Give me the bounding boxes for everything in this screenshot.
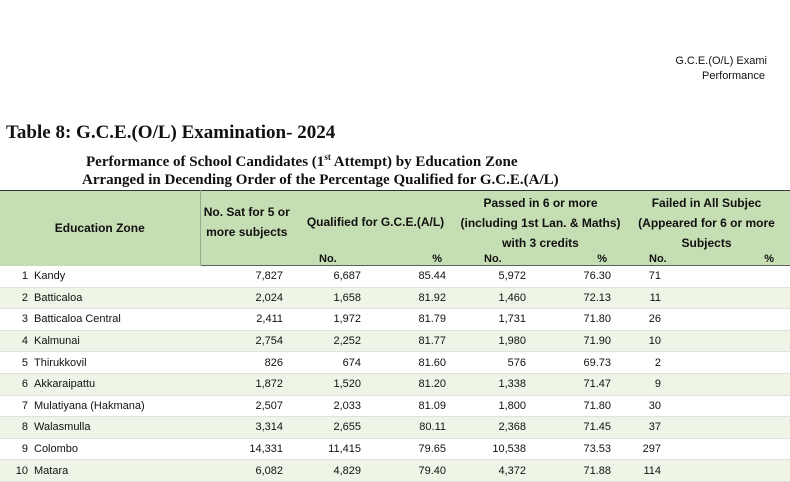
zone-name: Kalmunai bbox=[34, 335, 80, 348]
qualified-pct-cell: 81.77 bbox=[373, 330, 458, 352]
passed-no-cell: 1,460 bbox=[458, 287, 538, 309]
passed-no-cell: 2,368 bbox=[458, 417, 538, 439]
table-row bbox=[0, 266, 790, 288]
sat-cell: 14,331 bbox=[200, 438, 293, 460]
sat-cell: 6,082 bbox=[200, 460, 293, 482]
failed-no-cell: 297 bbox=[623, 438, 703, 460]
zone-name: Akkaraipattu bbox=[34, 378, 96, 391]
rank: 8 bbox=[21, 421, 28, 434]
passed-pct-cell: 71.45 bbox=[538, 417, 623, 439]
header-failed-no: No. bbox=[623, 254, 703, 266]
rank: 2 bbox=[21, 291, 28, 304]
failed-no-cell: 71 bbox=[623, 266, 703, 288]
failed-pct-cell bbox=[703, 373, 790, 395]
rank: 4 bbox=[21, 335, 28, 348]
passed-no-cell: 1,800 bbox=[458, 395, 538, 417]
failed-no-cell: 30 bbox=[623, 395, 703, 417]
passed-pct-cell: 71.80 bbox=[538, 309, 623, 331]
table-title: Table 8: G.C.E.(O/L) Examination- 2024 bbox=[6, 122, 336, 143]
table-row bbox=[0, 352, 790, 374]
failed-pct-cell bbox=[703, 266, 790, 288]
qualified-no-cell: 1,972 bbox=[293, 309, 373, 331]
rank: 6 bbox=[21, 378, 28, 391]
zone-name: Batticaloa bbox=[34, 291, 83, 304]
qualified-pct-cell: 81.92 bbox=[373, 287, 458, 309]
rank: 3 bbox=[21, 313, 28, 326]
header-passed: Passed in 6 or more (including 1st Lan. & Maths) with 3 credits bbox=[458, 191, 623, 254]
zone-name: Kandy bbox=[34, 270, 66, 283]
qualified-pct-cell: 81.20 bbox=[373, 373, 458, 395]
table-header bbox=[0, 191, 790, 266]
passed-no-cell: 1,338 bbox=[458, 373, 538, 395]
sat-cell: 7,827 bbox=[200, 266, 293, 288]
table-subtitle-line-1 bbox=[86, 152, 726, 171]
sat-cell: 2,507 bbox=[200, 395, 293, 417]
failed-pct-cell bbox=[703, 438, 790, 460]
passed-pct-cell: 71.90 bbox=[538, 330, 623, 352]
zone-name: Walasmulla bbox=[34, 421, 91, 434]
qualified-pct-cell: 81.60 bbox=[373, 352, 458, 374]
running-header-line-1: G.C.E.(O/L) Exami bbox=[675, 55, 767, 67]
table-row bbox=[0, 330, 790, 352]
header-no-sat: No. Sat for 5 or more subjects bbox=[200, 191, 293, 254]
rank: 9 bbox=[21, 443, 28, 456]
header-passed-no: No. bbox=[458, 254, 538, 266]
passed-pct-cell: 71.88 bbox=[538, 460, 623, 482]
zone-cell bbox=[0, 438, 200, 460]
passed-no-cell: 5,972 bbox=[458, 266, 538, 288]
zone-name: Thirukkovil bbox=[34, 356, 87, 369]
table-row bbox=[0, 417, 790, 439]
passed-no-cell: 1,731 bbox=[458, 309, 538, 331]
header-failed-pct: % bbox=[703, 254, 790, 266]
failed-no-cell: 10 bbox=[623, 330, 703, 352]
table-row bbox=[0, 395, 790, 417]
rank: 10 bbox=[15, 464, 28, 477]
header-sat-blank bbox=[200, 254, 293, 266]
qualified-no-cell: 4,829 bbox=[293, 460, 373, 482]
qualified-no-cell: 6,687 bbox=[293, 266, 373, 288]
qualified-pct-cell: 85.44 bbox=[373, 266, 458, 288]
header-qualified-pct: % bbox=[373, 254, 458, 266]
sat-cell: 2,754 bbox=[200, 330, 293, 352]
zone-cell bbox=[0, 266, 200, 288]
passed-pct-cell: 73.53 bbox=[538, 438, 623, 460]
passed-pct-cell: 69.73 bbox=[538, 352, 623, 374]
running-header bbox=[675, 54, 767, 84]
table-body bbox=[0, 266, 790, 482]
passed-no-cell: 576 bbox=[458, 352, 538, 374]
rank: 1 bbox=[21, 270, 28, 283]
header-qualified-no: No. bbox=[293, 254, 373, 266]
failed-pct-cell bbox=[703, 330, 790, 352]
results-table bbox=[0, 190, 790, 482]
failed-no-cell: 114 bbox=[623, 460, 703, 482]
sat-cell: 826 bbox=[200, 352, 293, 374]
failed-pct-cell bbox=[703, 460, 790, 482]
zone-cell bbox=[0, 395, 200, 417]
zone-cell bbox=[0, 330, 200, 352]
sat-cell: 3,314 bbox=[200, 417, 293, 439]
subtitle-text-a: Performance of School Candidates (1 bbox=[86, 154, 325, 170]
sat-cell: 2,024 bbox=[200, 287, 293, 309]
failed-no-cell: 26 bbox=[623, 309, 703, 331]
sat-cell: 1,872 bbox=[200, 373, 293, 395]
passed-no-cell: 4,372 bbox=[458, 460, 538, 482]
table-row bbox=[0, 309, 790, 331]
sat-cell: 2,411 bbox=[200, 309, 293, 331]
zone-cell bbox=[0, 373, 200, 395]
failed-pct-cell bbox=[703, 417, 790, 439]
subtitle-superscript: st bbox=[324, 152, 331, 162]
zone-cell bbox=[0, 287, 200, 309]
passed-pct-cell: 76.30 bbox=[538, 266, 623, 288]
qualified-pct-cell: 81.09 bbox=[373, 395, 458, 417]
passed-pct-cell: 71.47 bbox=[538, 373, 623, 395]
qualified-pct-cell: 79.40 bbox=[373, 460, 458, 482]
table-row bbox=[0, 373, 790, 395]
table-row bbox=[0, 460, 790, 482]
qualified-pct-cell: 80.11 bbox=[373, 417, 458, 439]
zone-cell bbox=[0, 417, 200, 439]
failed-no-cell: 37 bbox=[623, 417, 703, 439]
qualified-pct-cell: 79.65 bbox=[373, 438, 458, 460]
passed-pct-cell: 72.13 bbox=[538, 287, 623, 309]
header-education-zone: Education Zone bbox=[0, 191, 200, 266]
qualified-pct-cell: 81.79 bbox=[373, 309, 458, 331]
failed-pct-cell bbox=[703, 309, 790, 331]
failed-pct-cell bbox=[703, 352, 790, 374]
subtitle-text-b: Attempt) by Education Zone bbox=[330, 154, 518, 170]
failed-pct-cell bbox=[703, 395, 790, 417]
passed-pct-cell: 71.80 bbox=[538, 395, 623, 417]
zone-name: Mulatiyana (Hakmana) bbox=[34, 399, 145, 412]
qualified-no-cell: 674 bbox=[293, 352, 373, 374]
qualified-no-cell: 11,415 bbox=[293, 438, 373, 460]
zone-cell bbox=[0, 309, 200, 331]
zone-name: Matara bbox=[34, 464, 69, 477]
qualified-no-cell: 1,520 bbox=[293, 373, 373, 395]
running-header-line-2: Performance bbox=[702, 70, 765, 82]
qualified-no-cell: 1,658 bbox=[293, 287, 373, 309]
rank: 7 bbox=[21, 399, 28, 412]
qualified-no-cell: 2,033 bbox=[293, 395, 373, 417]
rank: 5 bbox=[21, 356, 28, 369]
zone-name: Colombo bbox=[34, 443, 79, 456]
failed-no-cell: 9 bbox=[623, 373, 703, 395]
qualified-no-cell: 2,655 bbox=[293, 417, 373, 439]
failed-no-cell: 2 bbox=[623, 352, 703, 374]
table-subtitle-line-2: Arranged in Decending Order of the Percentage Qualified for G.C.E.(A/L) bbox=[82, 172, 559, 188]
passed-no-cell: 10,538 bbox=[458, 438, 538, 460]
failed-pct-cell bbox=[703, 287, 790, 309]
qualified-no-cell: 2,252 bbox=[293, 330, 373, 352]
zone-cell bbox=[0, 460, 200, 482]
failed-no-cell: 11 bbox=[623, 287, 703, 309]
table-row bbox=[0, 287, 790, 309]
zone-name: Batticaloa Central bbox=[34, 313, 121, 326]
zone-cell bbox=[0, 352, 200, 374]
table-row bbox=[0, 438, 790, 460]
header-passed-pct: % bbox=[538, 254, 623, 266]
passed-no-cell: 1,980 bbox=[458, 330, 538, 352]
header-failed: Failed in All Subjec (Appeared for 6 or more Subjects bbox=[623, 191, 790, 254]
header-qualified: Qualified for G.C.E.(A/L) bbox=[293, 191, 458, 254]
